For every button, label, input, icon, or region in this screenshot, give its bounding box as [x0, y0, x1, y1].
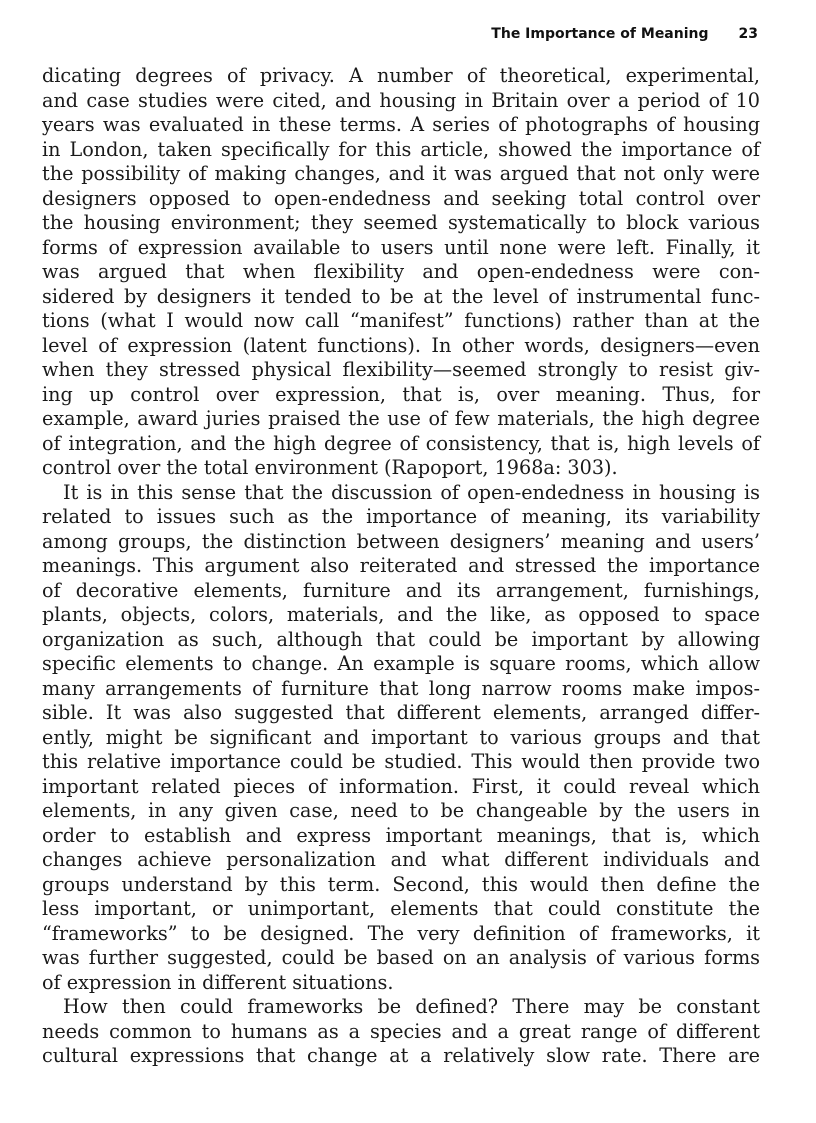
text-line: dicating degrees of privacy. A number of theoretical, experimental, — [42, 64, 760, 87]
text-line: It is in this sense that the discussion of open-endedness in housing is — [63, 480, 760, 504]
text-line: designers opposed to open-endedness and seeking total control over — [42, 186, 760, 210]
text-line: order to establish and express important meanings, that is, which — [42, 823, 760, 847]
text-line: plants, objects, colors, materials, and the like, as opposed to space — [42, 603, 760, 626]
text-line: of decorative elements, furniture and its arrangement, furnishings, — [42, 578, 760, 602]
text-line: important related pieces of information. First, it could reveal which — [42, 774, 760, 798]
text-line: ing up control over expression, that is, over meaning. Thus, for — [42, 382, 760, 406]
text-line: was argued that when flexibility and open-endedness were con- — [42, 260, 760, 283]
text-line: years was evaluated in these terms. A series of photographs of housing — [42, 113, 760, 136]
paragraph — [42, 995, 760, 1069]
paragraph — [42, 481, 760, 996]
text-line: when they stressed physical flexibility—seemed strongly to resist giv- — [42, 358, 760, 381]
text-line: sible. It was also suggested that different elements, arranged differ- — [42, 701, 760, 724]
text-line: among groups, the distinction between designers’ meaning and users’ — [42, 529, 760, 553]
text-line: specific elements to change. An example is square rooms, which allow — [42, 652, 760, 675]
text-line: cultural expressions that change at a relatively slow rate. There are — [42, 1044, 760, 1067]
body-text — [42, 64, 760, 1069]
text-line: of expression in different situations. — [42, 970, 394, 994]
text-line: level of expression (latent functions). In other words, designers—even — [42, 333, 760, 357]
text-line: tions (what I would now call “manifest” functions) rather than at the — [42, 309, 760, 332]
text-line: ently, might be significant and important to various groups and that — [42, 725, 760, 749]
running-head — [380, 24, 758, 44]
text-line: “frameworks” to be designed. The very definition of frameworks, it — [42, 921, 760, 945]
text-line: and case studies were cited, and housing in Britain over a period of 10 — [42, 88, 760, 112]
text-line: organization as such, although that could be important by allowing — [42, 627, 760, 651]
text-line: many arrangements of furniture that long narrow rooms make impos- — [42, 676, 760, 700]
text-line: How then could frameworks be defined? There may be constant — [63, 995, 760, 1018]
text-line: this relative importance could be studied. This would then provide two — [42, 750, 760, 773]
text-line: changes achieve personalization and what different individuals and — [42, 848, 760, 871]
paragraph — [42, 64, 760, 481]
page-number: 23 — [738, 26, 758, 42]
text-line: of integration, and the high degree of consistency, that is, high levels of — [42, 431, 760, 455]
text-line: related to issues such as the importance of meaning, its variability — [42, 505, 760, 528]
text-line: elements, in any given case, need to be changeable by the users in — [42, 799, 760, 822]
text-line: sidered by designers it tended to be at the level of instrumental func- — [42, 284, 760, 308]
text-line: in London, taken specifically for this article, showed the importance of — [42, 137, 760, 161]
text-line: was further suggested, could be based on an analysis of various forms — [42, 946, 760, 969]
text-line: needs common to humans as a species and a great range of different — [42, 1019, 760, 1043]
text-line: example, award juries praised the use of few materials, the high degree — [42, 407, 760, 430]
text-line: meanings. This argument also reiterated and stressed the importance — [42, 554, 760, 577]
text-line: less important, or unimportant, elements that could constitute the — [42, 897, 760, 920]
text-line: the housing environment; they seemed systematically to block various — [42, 211, 760, 234]
text-line: control over the total environment (Rapoport, 1968a: 303). — [42, 456, 618, 479]
text-line: groups understand by this term. Second, this would then define the — [42, 872, 760, 896]
running-title: The Importance of Meaning — [491, 26, 709, 42]
text-line: forms of expression available to users until none were left. Finally, it — [42, 235, 760, 259]
text-line: the possibility of making changes, and it was argued that not only were — [42, 162, 760, 185]
